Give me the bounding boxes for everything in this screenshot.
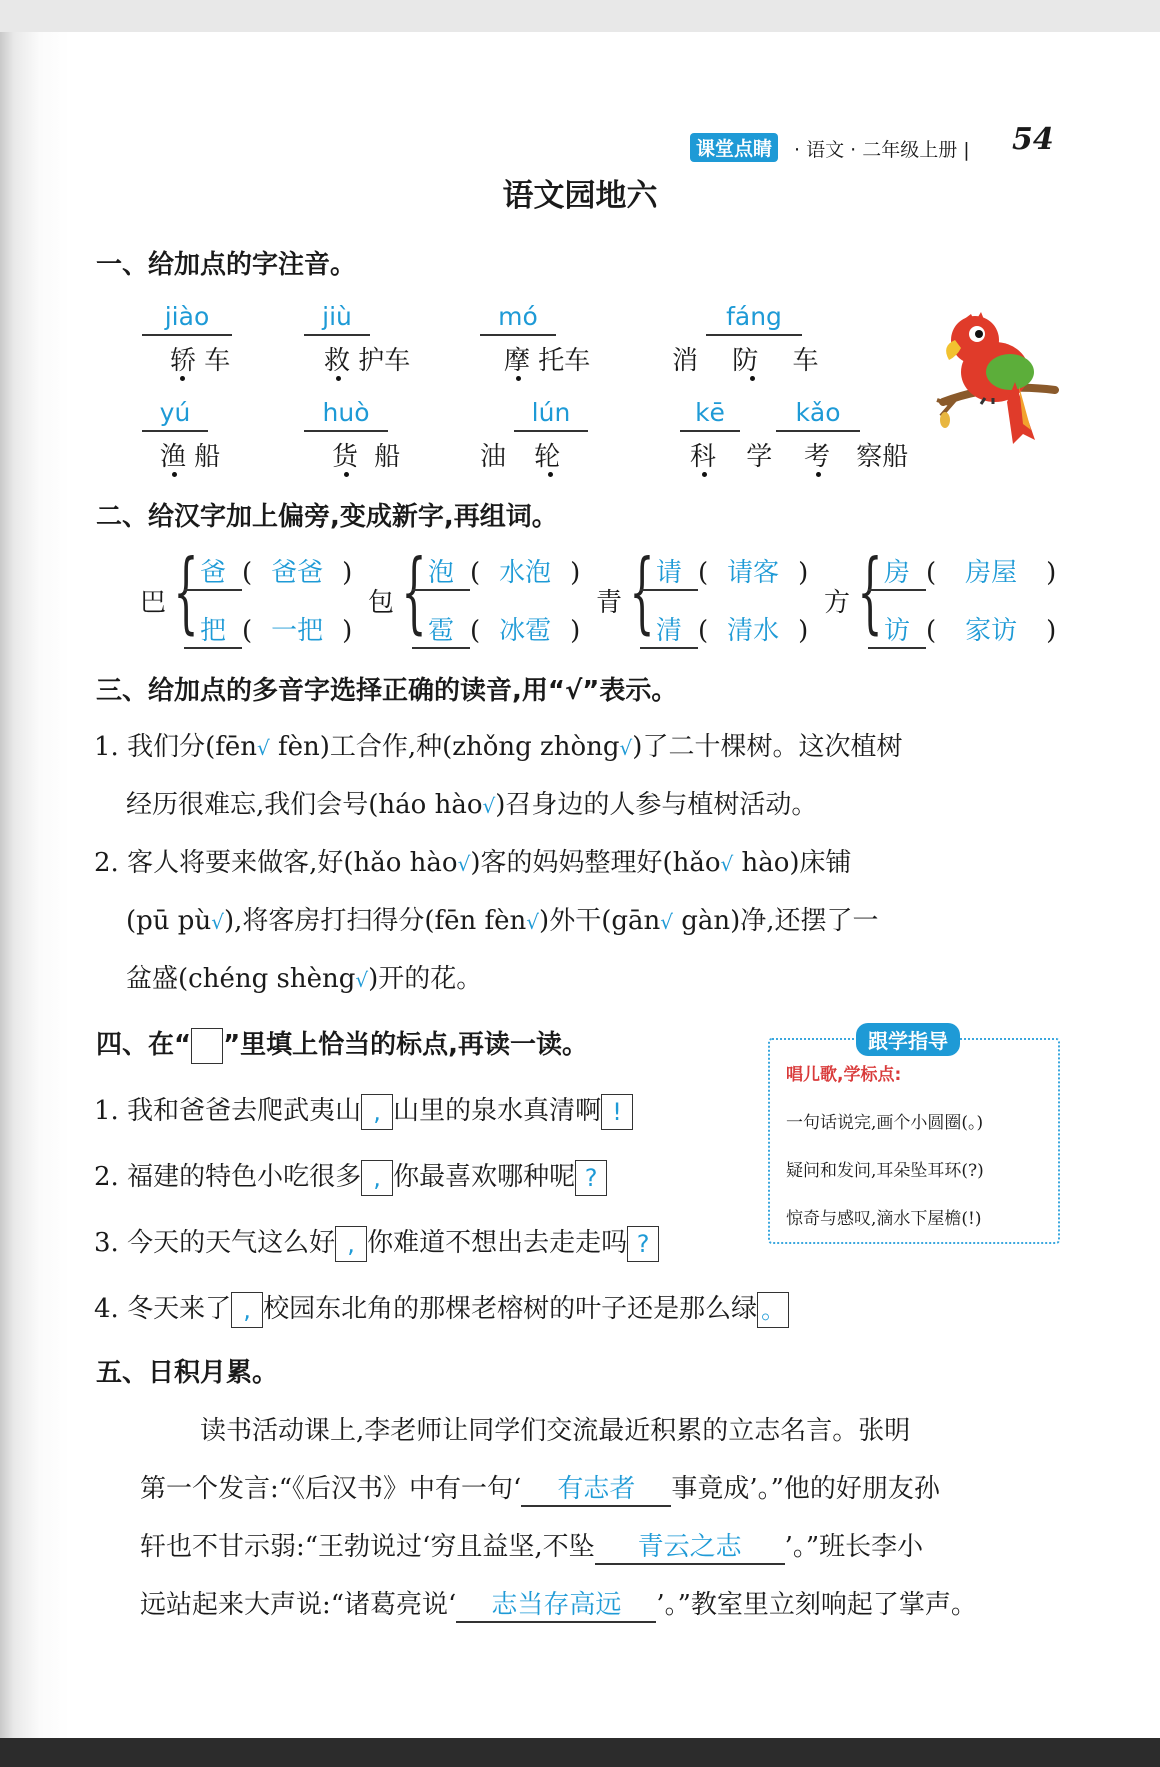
text: ”里填上恰当的标点,再读一读。	[223, 1030, 589, 1060]
text: 盆盛(chéng	[126, 964, 269, 994]
paragraph-line	[140, 1468, 940, 1507]
text: hào	[426, 790, 483, 820]
pinyin-answer: huò	[304, 396, 388, 432]
answer-row: 清 ( 清水 )	[640, 610, 808, 649]
word: 考 察船	[804, 442, 909, 472]
base-char: 方	[824, 588, 851, 618]
answer-row: 访 ( 家访 )	[868, 610, 1056, 649]
text: 2. 福建的特色小吃很多	[94, 1162, 362, 1192]
text: 你难道不想出去走走吗	[367, 1228, 628, 1258]
char-answer: 访	[868, 610, 926, 649]
text: 事竟成’。”他的好朋友孙	[671, 1474, 940, 1504]
answer-row: 请 ( 请客 )	[640, 552, 808, 591]
text: (pū	[126, 906, 170, 936]
check-mark: √	[256, 736, 270, 760]
pinyin-answer: kē	[680, 396, 740, 432]
emphasis-dot	[180, 376, 185, 381]
word-answer: 冰雹	[499, 616, 552, 646]
text: ),将客房打扫得分(fēn	[223, 906, 477, 936]
brace: {	[629, 540, 655, 643]
word: 油 轮	[480, 442, 561, 472]
text: )了二十棵树。这次植树	[632, 732, 903, 762]
text: )外干(gān	[539, 906, 661, 936]
tip-subtitle: 唱儿歌,学标点:	[786, 1065, 902, 1085]
text: 山里的泉水真清啊	[393, 1096, 602, 1126]
section5-heading: 五、日积月累。	[96, 1358, 279, 1388]
text: )开的花。	[368, 964, 483, 994]
punct-answer: ,	[361, 1160, 393, 1196]
fill-blank-answer: 有志者	[521, 1468, 671, 1507]
word-answer: 房屋	[965, 558, 1018, 588]
header-badge: 课堂点睛	[690, 133, 778, 162]
pinyin-answer: jiào	[142, 300, 232, 336]
check-mark: √	[619, 736, 633, 760]
pinyin-answer: lún	[514, 396, 588, 432]
char-answer: 请	[640, 552, 698, 591]
check-mark: √	[457, 852, 471, 876]
check-mark: √	[720, 852, 734, 876]
tip-line: 惊奇与感叹,滴水下屋檐(!)	[786, 1209, 982, 1229]
word-answer: 清水	[727, 616, 780, 646]
emphasis-dot	[750, 376, 755, 381]
tip-line: 一句话说完,画个小圆圈(。)	[786, 1113, 984, 1133]
paragraph-line: 读书活动课上,李老师让同学们交流最近积累的立志名言。张明	[200, 1416, 911, 1446]
text: 四、在“	[96, 1030, 192, 1060]
brace: {	[173, 540, 199, 643]
text: 1. 我和爸爸去爬武夷山	[94, 1096, 362, 1126]
char-answer: 雹	[412, 610, 470, 649]
base-char: 巴	[140, 588, 167, 618]
pinyin-answer: mó	[480, 300, 556, 336]
emphasis-dot	[548, 472, 553, 477]
text: 2. 客人将要来做客,好(hǎo	[94, 848, 402, 878]
punct-answer: ?	[627, 1226, 659, 1262]
empty-box	[191, 1028, 223, 1064]
pinyin-answer: yú	[142, 396, 208, 432]
word-answer: 请客	[727, 558, 780, 588]
pinyin-answer: fáng	[706, 300, 802, 336]
text: 经历很难忘,我们会号(háo	[126, 790, 427, 820]
text: hào)床铺	[733, 848, 852, 878]
question-line	[94, 1288, 789, 1328]
char-answer: 爸	[184, 552, 242, 591]
question-line	[126, 784, 817, 821]
punct-answer: ?	[575, 1160, 607, 1196]
text: zhòng	[531, 732, 620, 762]
char-answer: 清	[640, 610, 698, 649]
brace: {	[857, 540, 883, 643]
pinyin-answer: kǎo	[776, 396, 860, 432]
tip-line: 疑问和发问,耳朵坠耳环(?)	[786, 1161, 984, 1181]
word: 货 船	[332, 442, 401, 472]
emphasis-dot	[172, 472, 177, 477]
section3-heading: 三、给加点的多音字选择正确的读音,用“√”表示。	[96, 676, 678, 706]
text: 远站起来大声说:“诸葛亮说‘	[140, 1590, 457, 1620]
char-answer: 把	[184, 610, 242, 649]
word-answer: 一把	[271, 616, 324, 646]
text: ’。”班长李小	[784, 1532, 924, 1562]
punct-answer: 。	[757, 1292, 789, 1328]
emphasis-dot	[702, 472, 707, 477]
page-number: 54	[1012, 122, 1054, 157]
emphasis-dot	[516, 376, 521, 381]
answer-row: 泡 ( 水泡 )	[412, 552, 580, 591]
answer-row: 房 ( 房屋 )	[868, 552, 1056, 591]
question-line	[94, 726, 902, 763]
check-mark: √	[526, 910, 540, 934]
word: 消 防 车	[672, 346, 819, 376]
check-mark: √	[211, 910, 224, 934]
check-mark: √	[355, 968, 369, 992]
top-bar	[0, 0, 1160, 32]
text: 3. 今天的天气这么好	[94, 1228, 336, 1258]
char-answer: 泡	[412, 552, 470, 591]
text: )召身边的人参与植树活动。	[495, 790, 818, 820]
header-subject: · 语文 · 二年级上册 |	[794, 139, 970, 161]
answer-row: 爸 ( 爸爸 )	[184, 552, 352, 591]
question-line	[126, 900, 879, 937]
fill-blank-answer: 青云之志	[595, 1526, 785, 1565]
question-line	[94, 842, 852, 879]
emphasis-dot	[344, 472, 349, 477]
fill-blank-answer: 志当存高远	[456, 1584, 656, 1623]
text: fèn)工合作,种(zhǒng	[269, 732, 532, 762]
text: 1. 我们分(fēn	[94, 732, 257, 762]
char-answer: 房	[868, 552, 926, 591]
text: gàn)净,还摆了一	[672, 906, 879, 936]
answer-row: 雹 ( 冰雹 )	[412, 610, 580, 649]
text: )客的妈妈整理好(hǎo	[470, 848, 721, 878]
question-line	[94, 1156, 607, 1196]
text: hào	[401, 848, 458, 878]
punct-answer: ,	[231, 1292, 263, 1328]
page-title: 语文园地六	[502, 178, 658, 214]
word: 轿 车	[170, 346, 231, 376]
text: 校园东北角的那棵老榕树的叶子还是那么绿	[263, 1294, 758, 1324]
text: shèng	[268, 964, 356, 994]
word: 摩 托车	[504, 346, 591, 376]
text: fèn	[476, 906, 527, 936]
parrot-illustration	[935, 312, 1065, 447]
emphasis-dot	[336, 376, 341, 381]
text: pù	[169, 906, 212, 936]
check-mark: √	[482, 794, 496, 818]
base-char: 青	[596, 588, 623, 618]
bottom-bar	[0, 1738, 1160, 1767]
question-line	[94, 1090, 633, 1130]
text: 轩也不甘示弱:“王勃说过‘穷且益坚,不坠	[140, 1532, 595, 1562]
section1-heading: 一、给加点的字注音。	[96, 250, 357, 280]
section4-heading	[96, 1024, 588, 1064]
punct-answer: ,	[361, 1094, 393, 1130]
word-answer: 爸爸	[271, 558, 324, 588]
pinyin-answer: jiù	[304, 300, 370, 336]
base-char: 包	[368, 588, 395, 618]
tip-title: 跟学指导	[856, 1023, 960, 1056]
text: 你最喜欢哪种呢	[393, 1162, 576, 1192]
answer-row: 把 ( 一把 )	[184, 610, 352, 649]
paragraph-line	[140, 1584, 977, 1623]
word: 救 护车	[324, 346, 411, 376]
question-line	[94, 1222, 659, 1262]
word-answer: 家访	[965, 616, 1018, 646]
word: 科 学	[690, 442, 773, 472]
brace: {	[401, 540, 427, 643]
check-mark: √	[660, 910, 673, 934]
word-answer: 水泡	[499, 558, 552, 588]
text: 4. 冬天来了	[94, 1294, 232, 1324]
emphasis-dot	[816, 472, 821, 477]
paragraph-line	[140, 1526, 923, 1565]
text: ’。”教室里立刻响起了掌声。	[656, 1590, 977, 1620]
text: 第一个发言:“《后汉书》中有一句‘	[140, 1474, 522, 1504]
section2-heading: 二、给汉字加上偏旁,变成新字,再组词。	[96, 502, 558, 532]
punct-answer: ,	[335, 1226, 367, 1262]
question-line	[126, 958, 482, 995]
punct-answer: !	[601, 1094, 633, 1130]
word: 渔 船	[160, 442, 221, 472]
